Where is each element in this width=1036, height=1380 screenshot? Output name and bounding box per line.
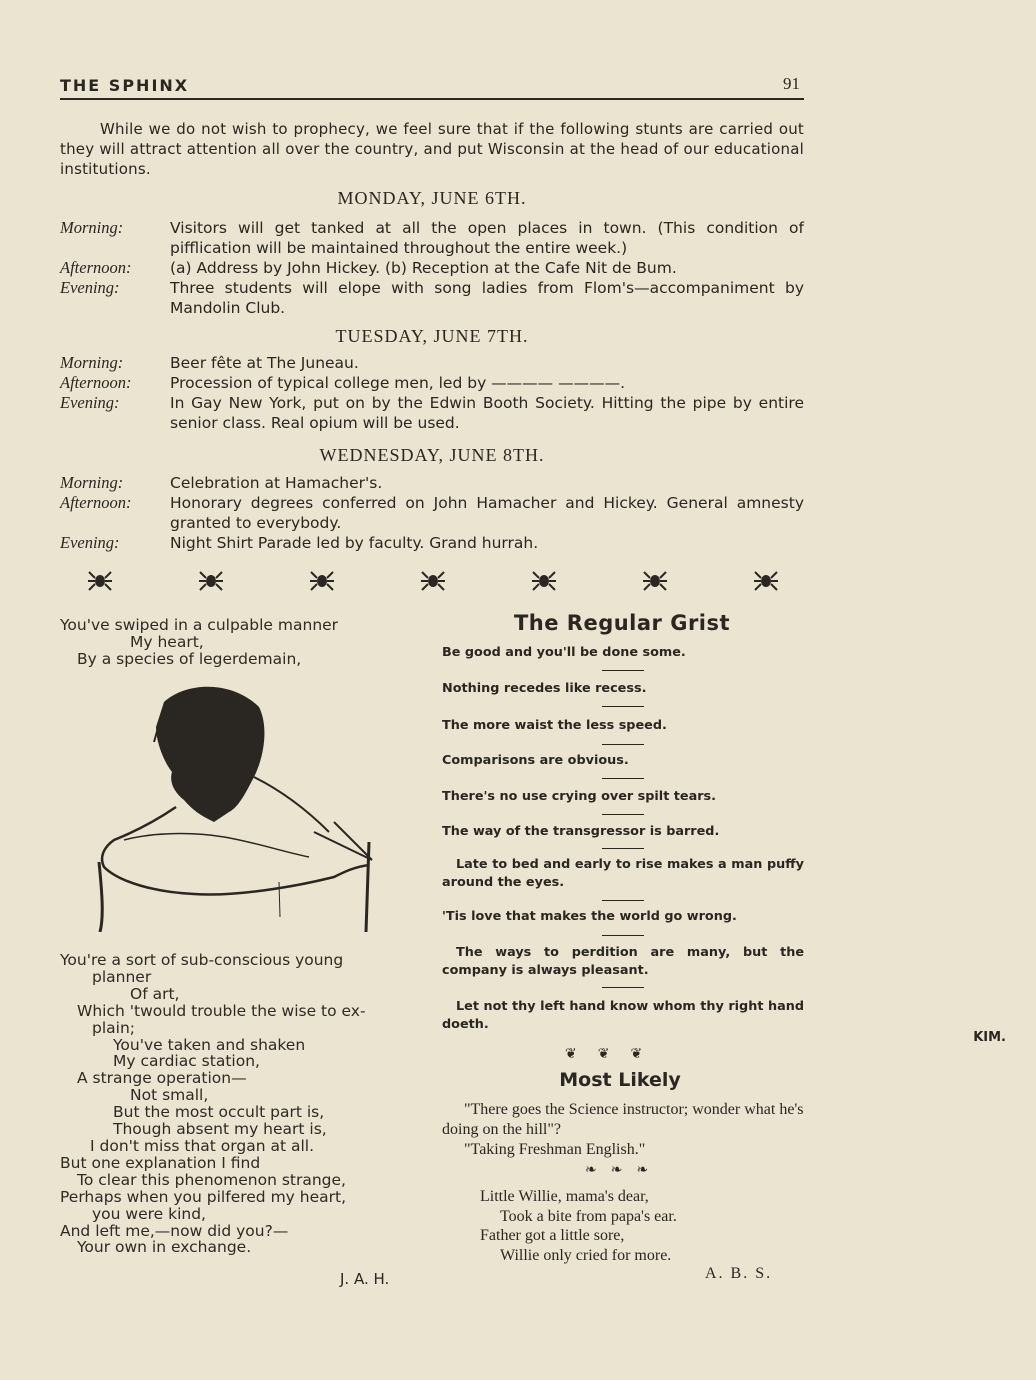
separator-rule [602, 935, 644, 936]
grist-signature: KIM. [973, 1030, 1006, 1045]
poem-line: I don't miss that organ at all. [90, 1136, 315, 1155]
grist-title: The Regular Grist [513, 611, 731, 635]
magazine-title: THE SPHINX [60, 76, 190, 95]
event-text: Celebration at Hamacher's. [170, 474, 383, 492]
schedule-wednesday [60, 473, 804, 553]
poem-opening [60, 617, 338, 668]
event-text: Honorary degrees conferred on John Hamacher and Hickey. General amnesty granted to everybody. [170, 494, 804, 532]
time-label: Afternoon: [60, 493, 132, 512]
page-number: 91 [783, 74, 800, 93]
spider-ornament-icon [754, 570, 778, 592]
separator-rule [602, 848, 644, 849]
spider-ornament-icon [88, 570, 112, 592]
schedule-monday [60, 218, 804, 318]
poem-line: Perhaps when you pilfered my heart, [60, 1187, 347, 1206]
schedule-row [60, 373, 804, 393]
time-label: Afternoon: [60, 258, 132, 277]
time-label: Afternoon: [60, 373, 132, 392]
separator-rule [602, 778, 644, 779]
day-heading-tuesday: TUESDAY, JUNE 7TH. [335, 326, 529, 346]
most-likely-title: Most Likely [559, 1069, 681, 1091]
event-text: Night Shirt Parade led by faculty. Grand hurrah. [170, 534, 539, 552]
event-text: Beer fête at The Juneau. [170, 354, 359, 372]
day-heading-monday: MONDAY, JUNE 6TH. [337, 188, 527, 208]
separator-rule [602, 670, 644, 671]
time-label: Evening: [60, 278, 120, 297]
poem-line: Not small, [130, 1086, 209, 1105]
poem-signature: J. A. H. [340, 1270, 390, 1288]
poem-line: planner [92, 967, 152, 986]
grist-line: The way of the transgressor is barred. [442, 824, 720, 839]
verse-line: Took a bite from papa's ear. [500, 1207, 677, 1225]
grist-line: There's no use crying over spilt tears. [442, 789, 716, 804]
spider-ornament-icon [643, 570, 667, 592]
grist-line: 'Tis love that makes the world go wrong. [442, 909, 737, 924]
poem-line: plain; [92, 1018, 135, 1037]
poem-line: To clear this phenomenon strange, [77, 1170, 346, 1189]
schedule-tuesday [60, 353, 804, 433]
verse-signature: A. B. S. [705, 1265, 773, 1282]
event-text: Three students will elope with song ladies from Flom's—accompaniment by Mandolin Club. [170, 279, 804, 317]
schedule-row [60, 218, 804, 258]
event-text: Procession of typical college men, led by ———— ————. [170, 374, 626, 392]
grist-line: The ways to perdition are many, but the company is always pleasant. [442, 945, 804, 978]
separator-rule [602, 900, 644, 901]
schedule-row [60, 493, 804, 533]
poem-line: By a species of legerdemain, [77, 650, 302, 668]
time-label: Morning: [60, 218, 124, 237]
schedule-row [60, 278, 804, 318]
time-label: Evening: [60, 393, 120, 412]
event-text: (a) Address by John Hickey. (b) Reception at the Cafe Nit de Bum. [170, 259, 677, 277]
portrait-sketch-illustration [94, 682, 384, 932]
running-header [60, 72, 804, 100]
separator-rule [602, 814, 644, 815]
separator-rule [602, 706, 644, 707]
time-label: Morning: [60, 353, 124, 372]
poem-line: Which 'twould trouble the wise to ex- [77, 1001, 366, 1020]
poem-line: You're a sort of sub-conscious young [60, 951, 344, 969]
poem-line: My heart, [130, 633, 204, 651]
grist-line: Nothing recedes like recess. [442, 681, 647, 696]
schedule-row [60, 258, 804, 278]
willie-verse [480, 1187, 677, 1265]
leaf-ornament-icon: ❧ ❧ ❧ [585, 1163, 649, 1178]
poem-line: Of art, [130, 984, 180, 1003]
fleuron-ornament-icon: ❦ ❦ ❦ [565, 1047, 643, 1062]
verse-line: Little Willie, mama's dear, [480, 1188, 649, 1205]
grist-line: Late to bed and early to rise makes a man puffy around the eyes. [442, 857, 804, 890]
poem-line: And left me,—now did you?— [60, 1221, 289, 1240]
spider-ornament-icon [199, 570, 223, 592]
spider-ornament-icon [532, 570, 556, 592]
grist-line: The more waist the less speed. [442, 718, 667, 733]
time-label: Evening: [60, 533, 120, 552]
schedule-row [60, 393, 804, 433]
poem-line: Your own in exchange. [77, 1238, 252, 1257]
poem-line: You've taken and shaken [113, 1035, 306, 1054]
most-likely-text: "There goes the Science instructor; wonder what he's doing on the hill"? "Taking Freshman English." [442, 1101, 804, 1158]
poem-line: My cardiac station, [113, 1052, 260, 1071]
poem-line: A strange operation— [77, 1069, 247, 1088]
schedule-row [60, 473, 804, 493]
day-heading-wednesday: WEDNESDAY, JUNE 8TH. [319, 445, 545, 465]
event-text: In Gay New York, put on by the Edwin Booth Society. Hitting the pipe by entire senior class. Real opium will be used. [170, 394, 804, 432]
separator-rule [602, 744, 644, 745]
intro-paragraph: While we do not wish to prophecy, we feel sure that if the following stunts are carried out they will attract attention all over the country, and put Wisconsin at the head of our educational institutions. [60, 120, 804, 178]
schedule-row [60, 353, 804, 373]
grist-line: Comparisons are obvious. [442, 753, 629, 768]
poem-body [60, 952, 366, 1256]
poem-line: But the most occult part is, [113, 1103, 325, 1122]
spider-ornament-icon [310, 570, 334, 592]
separator-rule [602, 987, 644, 988]
poem-line: You've swiped in a culpable manner [60, 616, 339, 634]
spider-ornament-icon [421, 570, 445, 592]
event-text: Visitors will get tanked at all the open places in town. (This condition of pifflication will be maintained throughout the entire week.) [170, 219, 804, 257]
schedule-row [60, 533, 804, 553]
grist-line: Be good and you'll be done some. [442, 645, 686, 660]
poem-line: But one explanation I find [60, 1153, 261, 1172]
poem-line: you were kind, [92, 1204, 206, 1223]
poem-line: Though absent my heart is, [113, 1120, 327, 1139]
time-label: Morning: [60, 473, 124, 492]
ornament-divider [88, 570, 778, 592]
verse-line: Willie only cried for more. [500, 1246, 672, 1264]
verse-line: Father got a little sore, [480, 1227, 625, 1244]
grist-line: Let not thy left hand know whom thy right hand doeth. [442, 999, 804, 1032]
